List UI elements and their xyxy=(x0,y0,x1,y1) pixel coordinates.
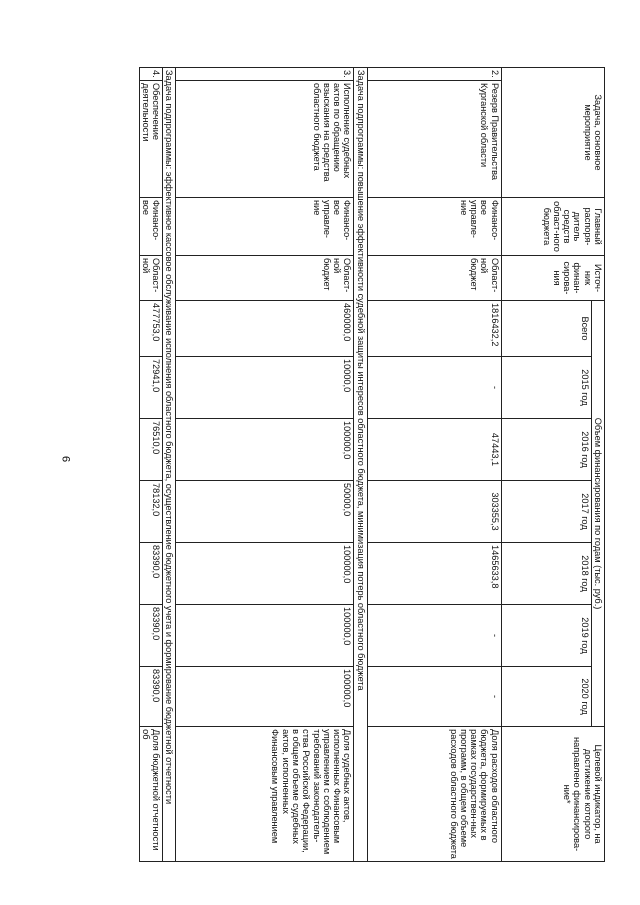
row-number: 2. xyxy=(367,68,501,81)
section-heading xyxy=(163,68,176,862)
manager-cell: Финансо-вое управле-ние xyxy=(176,198,354,256)
header-year: 2020 год xyxy=(501,667,591,727)
year-value: 100000,0 xyxy=(176,419,354,481)
manager-cell: Финансо-вое xyxy=(139,198,163,256)
year-value: 72941,0 xyxy=(139,357,163,419)
source-cell: Област-ной бюджет xyxy=(176,256,354,301)
total-cell: 460000,0 xyxy=(176,301,354,357)
row-number: 3. xyxy=(176,68,354,81)
header-source: Источ-ник финан-сирова-ния xyxy=(501,256,604,301)
year-value: - xyxy=(367,667,501,727)
header-manager: Главный распоря-дитель средств област-ного бюджета xyxy=(501,198,604,256)
header-year: 2016 год xyxy=(501,419,591,481)
year-value: 50000,0 xyxy=(176,481,354,543)
header-row-1 xyxy=(591,68,604,862)
table-row xyxy=(139,68,163,862)
table-row xyxy=(176,68,354,862)
year-value: 100000,0 xyxy=(176,543,354,605)
header-total: Всего xyxy=(501,301,591,357)
year-value: - xyxy=(367,605,501,667)
header-year: 2019 год xyxy=(501,605,591,667)
header-year: 2015 год xyxy=(501,357,591,419)
year-value: 100000,0 xyxy=(176,667,354,727)
manager-cell: Финансо-вое управле-ние xyxy=(367,198,501,256)
year-value: 47443,1 xyxy=(367,419,501,481)
indicator-cell: Доля судебных актов, исполненных Финансовым управлением с соблюдением требований законодатель-ства Российской Федерации, в общем объеме судебных актов, исполненных Финансовым управлением xyxy=(176,727,354,862)
header-year: 2017 год xyxy=(501,481,591,543)
page-number: 9 xyxy=(61,455,74,463)
header-volume-group: Объем финансирования по годам (тыс. руб.) xyxy=(591,301,604,727)
year-value: 100000,0 xyxy=(176,605,354,667)
table-row xyxy=(367,68,501,862)
header-task: Задача, основное мероприятие xyxy=(501,68,604,198)
source-cell: Област-ной бюджет xyxy=(367,256,501,301)
section-heading-text: Задача подпрограммы: повышение эффективности судебной защиты интересов областного бюджета, минимизация потерь областного бюджета xyxy=(354,68,367,862)
section-heading-text: Задача подпрограммы: эффективное кассовое обслуживание исполнения областного бюджета, осуществление бюджетного учета и формирование бюджетной отчетности xyxy=(163,68,176,862)
total-cell: 1816432,2 xyxy=(367,301,501,357)
year-value: 83390,0 xyxy=(139,543,163,605)
header-indicator: Целевой индикатор, на достижение которого направлено финансирова-ние* xyxy=(501,727,604,862)
event-name: Исполнение судебных актов по обращению взыскания на средства областного бюджета xyxy=(176,81,354,198)
year-value: 78132,0 xyxy=(139,481,163,543)
year-value: - xyxy=(367,357,501,419)
budget-table xyxy=(139,67,605,862)
row-number: 4. xyxy=(139,68,163,81)
rotated-page-content xyxy=(86,67,605,861)
header-year: 2018 год xyxy=(501,543,591,605)
total-cell: 477753,0 xyxy=(139,301,163,357)
year-value: 1465633,8 xyxy=(367,543,501,605)
year-value: 10000,0 xyxy=(176,357,354,419)
source-cell: Област-ной xyxy=(139,256,163,301)
indicator-cell: Доля расходов областного бюджета, формируемых в рамках государствен-ных программ, в общем объеме расходов областного бюджета xyxy=(367,727,501,862)
year-value: 303355,3 xyxy=(367,481,501,543)
year-value: 83390,0 xyxy=(139,605,163,667)
section-heading xyxy=(354,68,367,862)
year-value: 83390,0 xyxy=(139,667,163,727)
event-name: Обеспечение деятельности xyxy=(139,81,163,198)
indicator-cell: Доля бюджетной отчетности об xyxy=(139,727,163,862)
year-value: 76510,0 xyxy=(139,419,163,481)
event-name: Резерв Правительства Курганской области xyxy=(367,81,501,198)
